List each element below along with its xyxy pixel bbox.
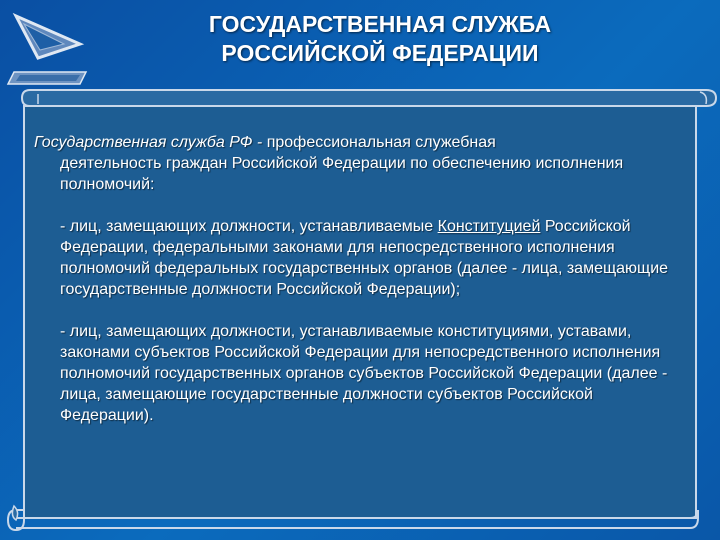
intro-rest: деятельность граждан Российской Федерации по обеспечению исполнения полномочий: [60,155,624,193]
constitution-link[interactable]: Конституцией [437,218,541,235]
para1-after: Российской Федерации, федеральными законами для непосредственного исполнения полномочий федеральных государственных органов (далее - лица, замещающие государственные должности Российской Федерации); [60,218,669,298]
content-body [34,132,674,426]
para1-before: - лиц, замещающих должности, устанавливаемые [60,218,438,235]
paragraph-1 [34,216,674,300]
paragraph-2: - лиц, замещающих должности, устанавливаемые конституциями, уставами, законами субъектов Российской Федерации для непосредственного исполнения полномочий государственных органов субъектов Российской Федерации (далее - лица, замещающие государственные должности субъектов Российской Федерации). [60,323,668,424]
intro-first-line: профессиональная служебная [262,134,496,151]
title-line-1: ГОСУДАРСТВЕННАЯ СЛУЖБА [208,11,552,37]
intro-term: Государственная служба РФ - [34,134,263,151]
intro-paragraph [34,132,674,153]
title-line-2: РОССИЙСКОЙ ФЕДЕРАЦИИ [221,40,539,66]
